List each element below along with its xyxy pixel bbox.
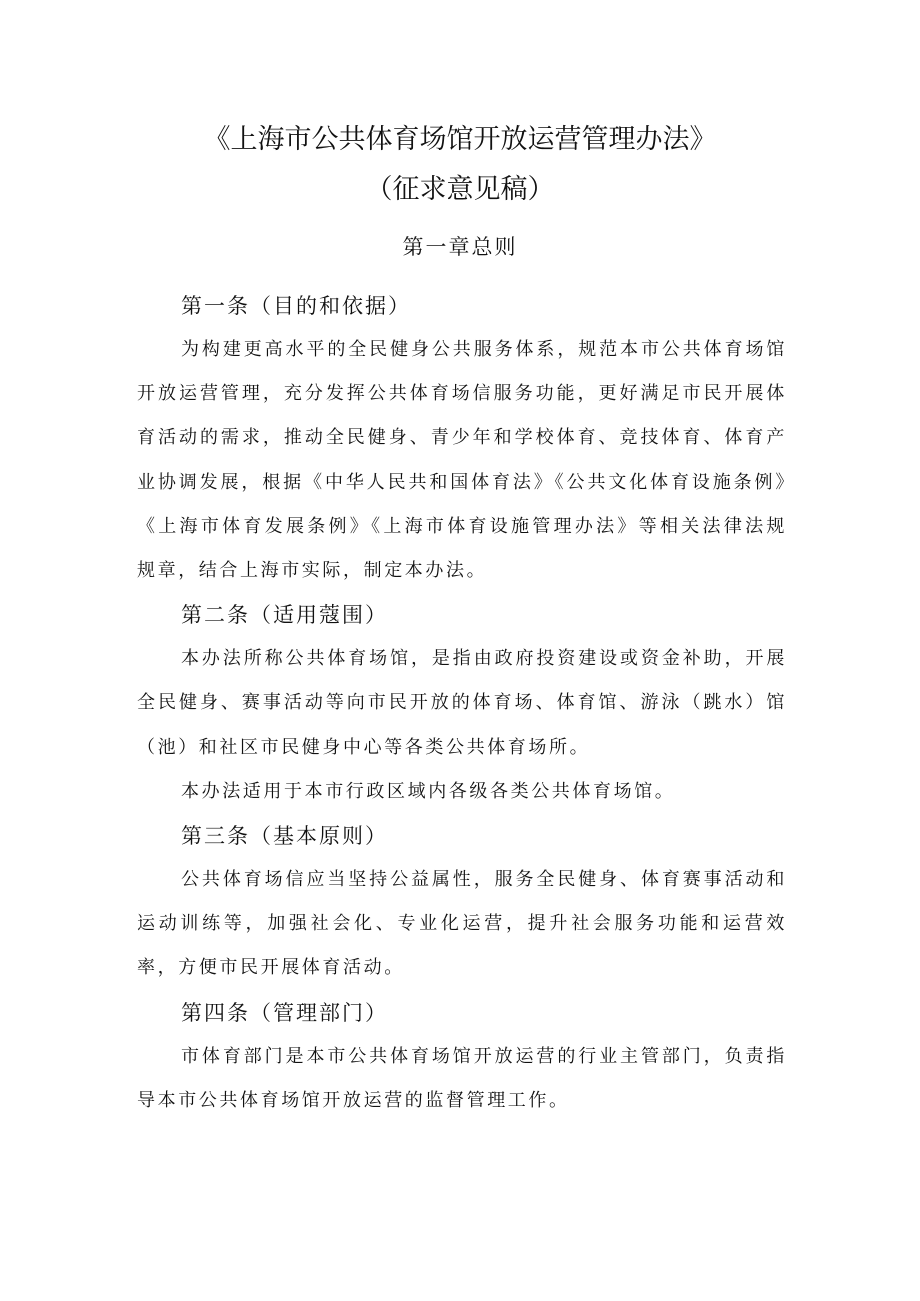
document-title: 《上海市公共体育场馆开放运营管理办法》 xyxy=(203,124,717,155)
chapter-heading: 第一章总则 xyxy=(402,235,518,259)
article-3-heading: 第三条（基本原则） xyxy=(181,824,388,849)
article-1-heading: 第一条（目的和依据） xyxy=(181,294,411,318)
document-body xyxy=(137,284,787,1123)
article-1-paragraph-1: 为构建更高水平的全民健身公共服务体系，规范本市公共体育场馆开放运营管理，充分发挥公共体育场信服务功能，更好满足市民开展体育活动的需求，推动全民健身、青少年和学校体育、竞技体育、体育产业协调发展，根据《中华人民共和国体育法》《公共文化体育设施条例》《上海市体育发展条例》《上海市体育设施管理办法》等相关法律法规规章，结合上海市实际，制定本办法。 xyxy=(137,339,787,582)
article-2-paragraph-2: 本办法适用于本市行政区域内各级各类公共体育场馆。 xyxy=(181,780,676,802)
article-4-heading: 第四条（管理部门） xyxy=(181,1000,388,1025)
article-2-paragraph-1: 本办法所称公共体育场馆，是指由政府投资建设或资金补助，开展全民健身、赛事活动等向市民开放的体育场、体育馆、游泳（跳水）馆（池）和社区市民健身中心等各类公共体育场所。 xyxy=(137,648,787,758)
article-4-paragraph-1: 市体育部门是本市公共体育场馆开放运营的行业主管部门，负责指导本市公共体育场馆开放运营的监督管理工作。 xyxy=(137,1045,787,1111)
document-subtitle: （征求意见稿） xyxy=(365,174,555,205)
article-2-heading: 第二条（适用蔻围） xyxy=(181,603,388,628)
article-3-paragraph-1: 公共体育场信应当坚持公益属性，服务全民健身、体育赛事活动和运动训练等，加强社会化、专业化运营，提升社会服务功能和运营效率，方便市民开展体育活动。 xyxy=(137,869,787,979)
